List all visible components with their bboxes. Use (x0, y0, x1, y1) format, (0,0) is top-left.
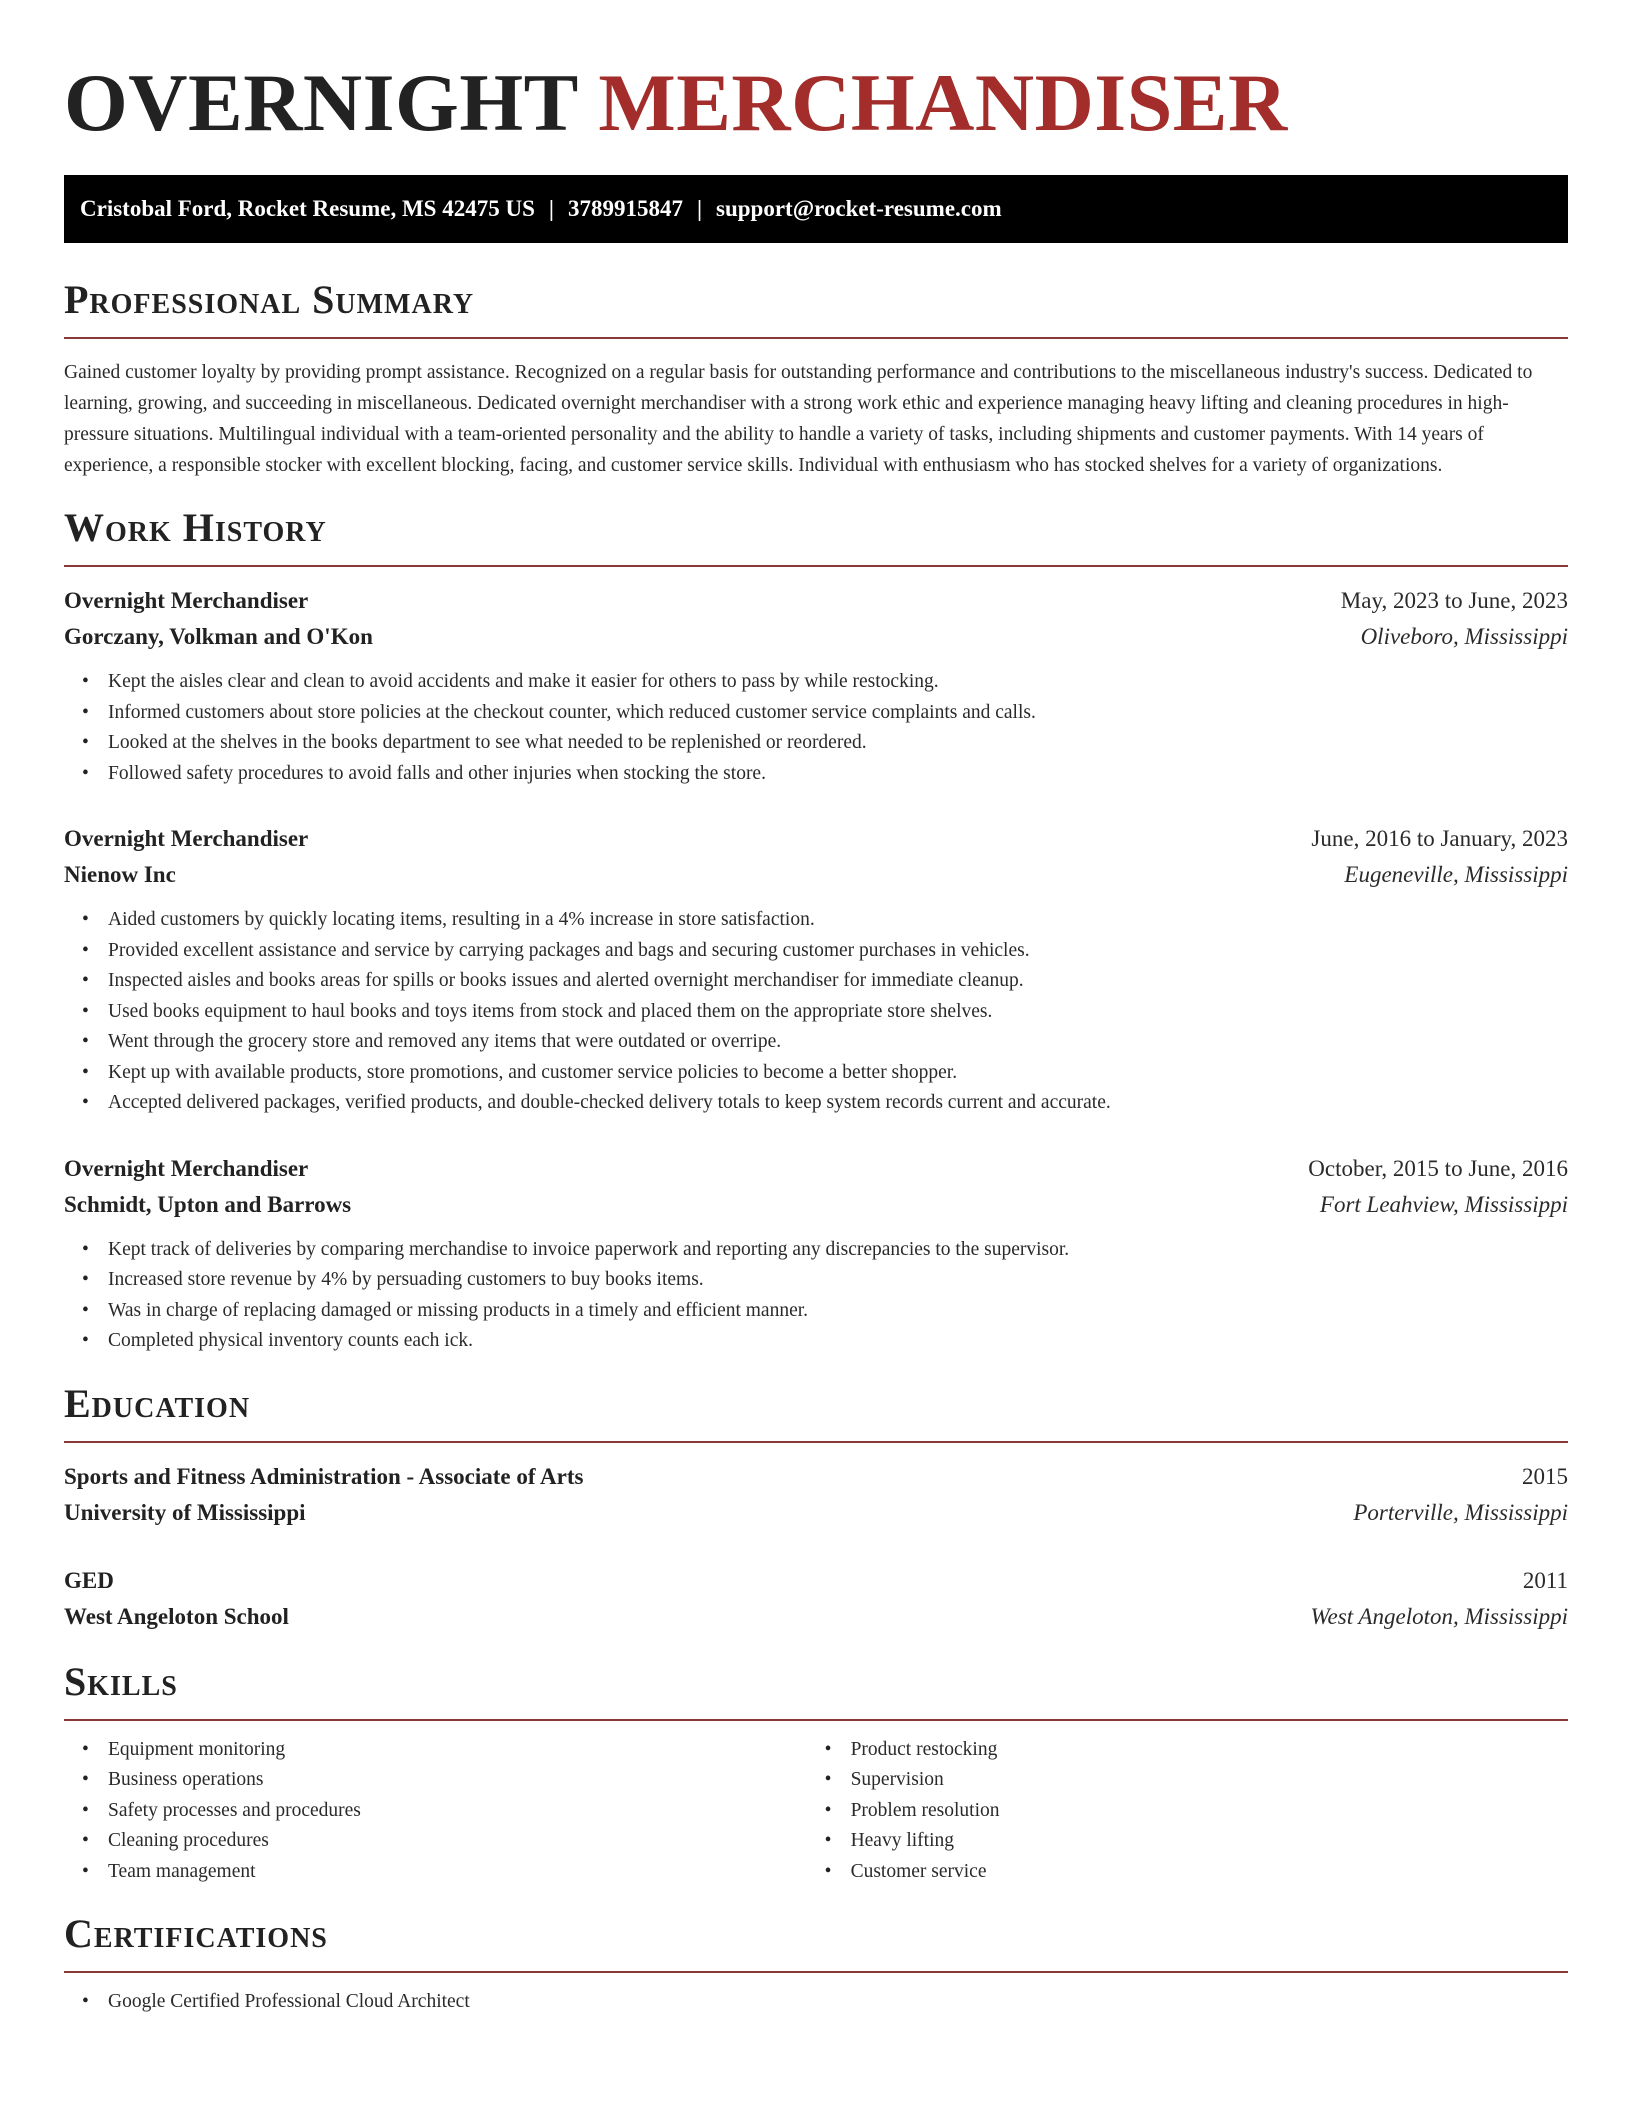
job-bullet: • Inspected aisles and books areas for spills or books issues and alerted overnight merchandiser for immediate cleanup. (108, 966, 1568, 997)
certifications-section (64, 1909, 1568, 2018)
skill-item: • Business operations (108, 1765, 807, 1796)
education-location: West Angeloton, Mississippi (1310, 1603, 1568, 1629)
education-school: West Angeloton School (64, 1603, 289, 1629)
section-divider (64, 337, 1568, 339)
summary-section (64, 275, 1568, 481)
contact-email: support@rocket-resume.com (716, 196, 1002, 221)
job-company-row (64, 1187, 1568, 1223)
job-bullet: • Increased store revenue by 4% by persuading customers to buy books items. (108, 1265, 1568, 1296)
title-first-word: OVERNIGHT (64, 57, 578, 148)
skill-item: • Customer service (851, 1857, 1568, 1888)
job-bullet: • Aided customers by quickly locating items, resulting in a 4% increase in store satisfaction. (108, 905, 1568, 936)
skills-column-right (807, 1735, 1568, 1888)
job-title: Overnight Merchandiser (64, 826, 309, 851)
job-bullet-list (64, 1235, 1568, 1357)
job-header-row (64, 1151, 1568, 1187)
education-year: 2011 (1522, 1567, 1568, 1593)
section-divider (64, 565, 1568, 567)
job-title: Overnight Merchandiser (64, 588, 309, 613)
skill-item: • Problem resolution (851, 1796, 1568, 1827)
job-bullet: • Kept the aisles clear and clean to avoid accidents and make it easier for others to pass by while restocking. (108, 667, 1568, 698)
contact-separator: | (696, 196, 703, 221)
job-dates: June, 2016 to January, 2023 (1311, 826, 1568, 851)
skill-item: • Team management (108, 1857, 807, 1888)
education-header-row (64, 1459, 1568, 1495)
job-bullet: • Completed physical inventory counts each ick. (108, 1326, 1568, 1357)
contact-separator: | (548, 196, 554, 221)
skill-item: • Heavy lifting (851, 1826, 1568, 1857)
job-company: Schmidt, Upton and Barrows (64, 1191, 352, 1217)
job-bullet: • Was in charge of replacing damaged or missing products in a timely and efficient manner. (108, 1296, 1568, 1327)
skill-item: • Product restocking (851, 1735, 1568, 1766)
skills-section (64, 1657, 1568, 1888)
job-bullet: • Kept track of deliveries by comparing merchandise to invoice paperwork and reporting any discrepancies to the supervisor. (108, 1235, 1568, 1266)
work-history-heading: Work History (64, 505, 327, 550)
education-entry (64, 1563, 1568, 1635)
job-entry (64, 821, 1568, 1119)
section-divider (64, 1441, 1568, 1443)
job-company-row (64, 619, 1568, 655)
contact-bar (64, 175, 1568, 243)
education-header-row (64, 1563, 1568, 1599)
certification-item: • Google Certified Professional Cloud Architect (108, 1987, 1568, 2018)
job-company: Nienow Inc (64, 862, 176, 887)
certifications-list (64, 1987, 1568, 2018)
resume-title (64, 56, 1568, 150)
skills-grid (64, 1735, 1568, 1888)
job-bullet: • Informed customers about store policies at the checkout counter, which reduced customer service complaints and calls. (108, 698, 1568, 729)
contact-phone: 3789915847 (567, 196, 683, 221)
summary-heading: Professional Summary (64, 277, 475, 322)
education-location: Porterville, Mississippi (1353, 1499, 1568, 1525)
summary-text: Gained customer loyalty by providing prompt assistance. Recognized on a regular basis for outstanding performance and contributions to the miscellaneous industry's success. Dedicated to learning, growing, and succeeding in miscellaneous. Dedicated overnight merchandiser with a strong work ethic and experience managing heavy lifting and cleaning procedures in high-pressure situations. Multilingual individual with a team-oriented personality and the ability to handle a variety of tasks, including shipments and customer payments. With 14 years of experience, a responsible stocker with excellent blocking, facing, and customer service skills. Individual with enthusiasm who has stocked shelves for a variety of organizations. (64, 362, 1533, 476)
education-degree: GED (64, 1567, 114, 1593)
education-section (64, 1379, 1568, 1635)
certifications-heading: Certifications (64, 1911, 328, 1956)
education-school-row (64, 1599, 1568, 1635)
skills-heading: Skills (64, 1658, 178, 1704)
job-dates: October, 2015 to June, 2016 (1308, 1155, 1568, 1181)
work-history-section (64, 503, 1568, 1357)
skills-column-left (64, 1735, 807, 1888)
job-header-row (64, 583, 1568, 619)
job-bullet: • Provided excellent assistance and service by carrying packages and bags and securing customer purchases in vehicles. (108, 936, 1568, 967)
job-company-row (64, 857, 1568, 893)
job-bullet: • Went through the grocery store and removed any items that were outdated or overripe. (108, 1027, 1568, 1058)
skill-item: • Equipment monitoring (108, 1735, 807, 1766)
education-year: 2015 (1522, 1463, 1568, 1489)
job-bullet-list (64, 905, 1568, 1119)
section-divider (64, 1719, 1568, 1721)
education-heading: Education (64, 1380, 251, 1426)
education-school-row (64, 1495, 1568, 1531)
skill-item: • Safety processes and procedures (108, 1796, 807, 1827)
education-degree: Sports and Fitness Administration - Associate of Arts (64, 1463, 584, 1489)
skill-item: • Cleaning procedures (108, 1826, 807, 1857)
education-entry (64, 1459, 1568, 1531)
job-location: Fort Leahview, Mississippi (1319, 1191, 1568, 1217)
job-bullet: • Used books equipment to haul books and toys items from stock and placed them on the appropriate store shelves. (108, 997, 1568, 1028)
job-bullet: • Kept up with available products, store promotions, and customer service policies to become a better shopper. (108, 1058, 1568, 1089)
skill-item: • Supervision (851, 1765, 1568, 1796)
job-bullet: • Accepted delivered packages, verified products, and double-checked delivery totals to keep system records current and accurate. (108, 1088, 1568, 1119)
job-bullet-list (64, 667, 1568, 789)
job-location: Eugeneville, Mississippi (1344, 862, 1568, 887)
section-divider (64, 1971, 1568, 1973)
title-second-word: MERCHANDISER (598, 57, 1288, 148)
education-school: University of Mississippi (64, 1499, 306, 1525)
job-header-row (64, 821, 1568, 857)
job-entry (64, 1151, 1568, 1357)
job-entry (64, 583, 1568, 789)
job-bullet: • Followed safety procedures to avoid falls and other injuries when stocking the store. (108, 759, 1568, 790)
job-company: Gorczany, Volkman and O'Kon (64, 624, 373, 649)
job-title: Overnight Merchandiser (64, 1155, 309, 1181)
job-location: Oliveboro, Mississippi (1360, 624, 1568, 649)
job-dates: May, 2023 to June, 2023 (1340, 588, 1568, 613)
contact-address: Cristobal Ford, Rocket Resume, MS 42475 US (80, 196, 535, 221)
job-bullet: • Looked at the shelves in the books department to see what needed to be replenished or reordered. (108, 728, 1568, 759)
